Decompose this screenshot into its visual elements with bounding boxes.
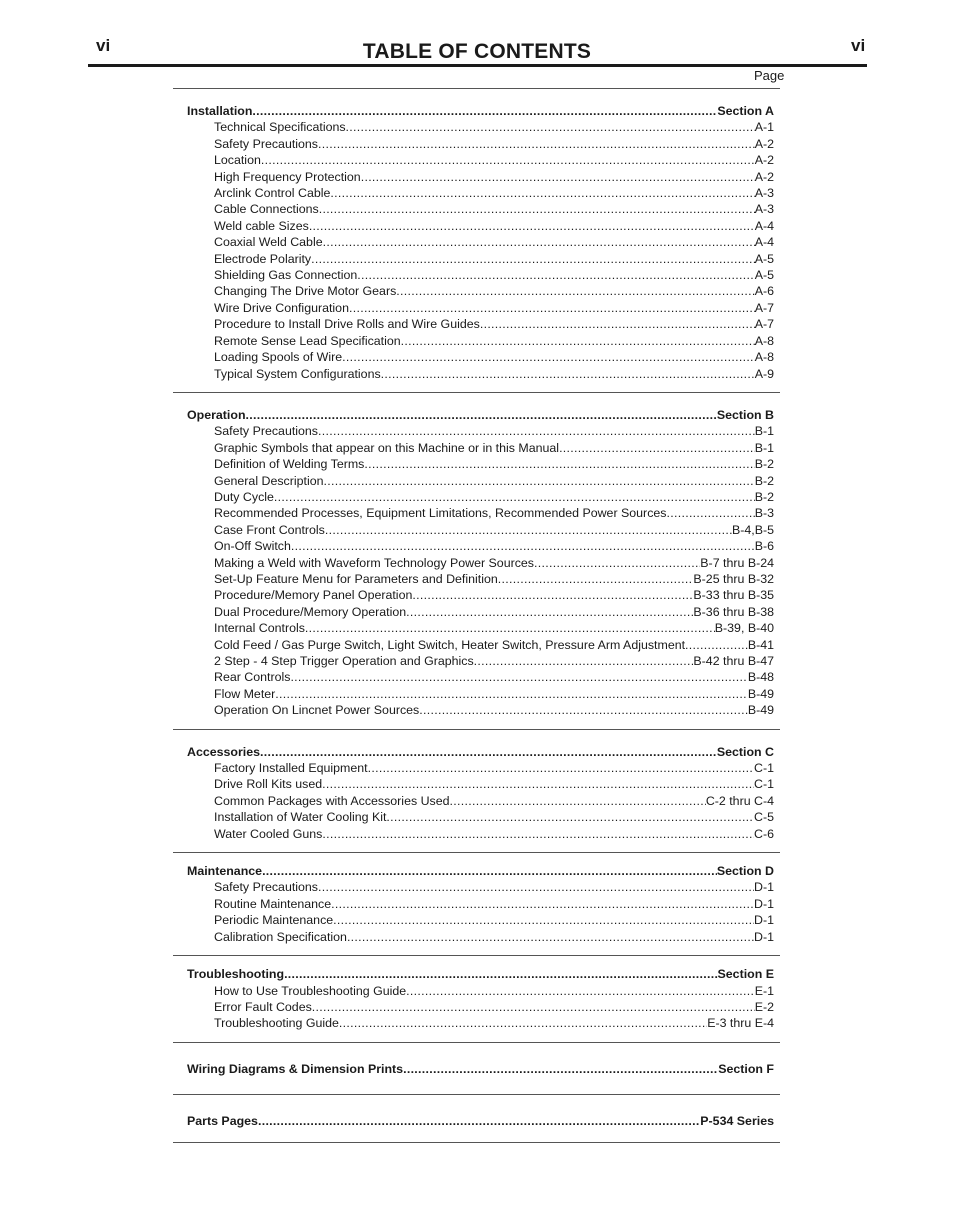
entry-title: Loading Spools of Wire	[214, 350, 343, 365]
entry-title: How to Use Troubleshooting Guide	[214, 983, 407, 998]
dot-leader	[284, 966, 717, 982]
dot-leader	[274, 489, 755, 505]
dot-leader	[246, 407, 717, 423]
dot-leader	[311, 251, 755, 267]
entry-title: Routine Maintenance	[214, 896, 332, 911]
entry-page: B-36 thru B-38	[693, 604, 774, 619]
entry-title: Safety Precautions	[214, 424, 319, 439]
toc-section-heading[interactable]	[173, 103, 780, 119]
entry-page: C-5	[754, 810, 774, 825]
entry-title: Technical Specifications	[214, 120, 346, 135]
dot-leader	[290, 669, 747, 685]
entry-title: Coaxial Weld Cable	[214, 235, 323, 250]
dot-leader	[347, 929, 754, 945]
dot-leader	[305, 620, 715, 636]
entry-page: B-2	[754, 473, 774, 488]
dot-leader	[419, 702, 748, 718]
section-page: Section D	[716, 864, 774, 879]
dot-leader	[331, 896, 754, 912]
entry-title: Safety Precautions	[214, 136, 319, 151]
dot-leader	[685, 637, 748, 653]
entry-page: B-25 thru B-32	[693, 571, 774, 586]
toc-entry[interactable]	[173, 571, 780, 587]
section-page: P-534 Series	[700, 1114, 774, 1129]
entry-page: B-1	[754, 424, 774, 439]
entry-title: Case Front Controls	[214, 522, 325, 537]
entry-title: Recommended Processes, Equipment Limitations, Recommended Power Sources	[214, 506, 667, 521]
dot-leader	[480, 316, 755, 332]
dot-leader	[559, 440, 755, 456]
entry-title: Calibration Specification	[214, 929, 347, 944]
toc-section	[173, 392, 780, 729]
entry-page: A-5	[754, 251, 774, 266]
toc-section	[173, 1042, 780, 1094]
toc-entry[interactable]	[173, 201, 780, 217]
entry-page: B-6	[754, 539, 774, 554]
entry-title: Procedure to Install Drive Rolls and Wire Guides	[214, 317, 480, 332]
dot-leader	[324, 473, 755, 489]
entry-title: High Frequency Protection	[214, 169, 361, 184]
entry-page: B-41	[747, 637, 774, 652]
toc-entry[interactable]	[173, 669, 780, 685]
entry-title: Safety Precautions	[214, 880, 319, 895]
entry-page: C-6	[754, 826, 774, 841]
dot-leader	[260, 744, 717, 760]
dot-leader	[323, 234, 755, 250]
toc-entry[interactable]	[173, 538, 780, 554]
dot-leader	[406, 604, 693, 620]
dot-leader	[309, 218, 755, 234]
section-title: Installation	[187, 104, 253, 118]
entry-title: Weld cable Sizes	[214, 218, 309, 233]
entry-page: A-2	[754, 136, 774, 151]
toc-section-heading[interactable]	[173, 1061, 780, 1077]
section-page: Section A	[717, 104, 774, 118]
entry-page: A-3	[754, 202, 774, 217]
entry-page: B-49	[747, 686, 774, 701]
toc-entry[interactable]	[173, 489, 780, 505]
dot-leader	[261, 152, 755, 168]
entry-page: A-8	[754, 350, 774, 365]
entry-page: D-1	[754, 880, 774, 895]
toc-section	[173, 88, 780, 392]
entry-page: B-49	[747, 703, 774, 718]
toc-entry[interactable]	[173, 637, 780, 653]
dot-leader	[319, 201, 755, 217]
entry-title: Cold Feed / Gas Purge Switch, Light Switch, Heater Switch, Pressure Arm Adjustment	[214, 637, 686, 652]
entry-title: Error Fault Codes	[214, 999, 312, 1014]
toc-entry[interactable]	[173, 555, 780, 571]
entry-page: A-7	[754, 300, 774, 315]
toc-entry[interactable]	[173, 896, 780, 912]
toc-entry[interactable]	[173, 119, 780, 135]
toc-section-heading[interactable]	[173, 966, 780, 982]
section-page: Section F	[718, 1061, 774, 1076]
entry-page: B-1	[754, 440, 774, 455]
entry-title: Cable Connections	[214, 202, 319, 217]
section-page: Section B	[716, 407, 774, 422]
section-title: Maintenance	[187, 864, 263, 879]
dot-leader	[364, 456, 754, 472]
dot-leader	[322, 826, 754, 842]
toc-entry[interactable]	[173, 983, 780, 999]
toc-entry[interactable]	[173, 169, 780, 185]
dot-leader	[401, 333, 755, 349]
toc-section	[173, 955, 780, 1042]
dot-leader	[318, 136, 755, 152]
dot-leader	[498, 571, 694, 587]
toc-entry[interactable]	[173, 423, 780, 439]
dot-leader	[262, 863, 717, 879]
toc-entry[interactable]	[173, 251, 780, 267]
dot-leader	[534, 555, 700, 571]
entry-title: General Description	[214, 473, 324, 488]
entry-title: Procedure/Memory Panel Operation	[214, 588, 413, 603]
toc-entry[interactable]	[173, 366, 780, 382]
entry-page: A-2	[754, 169, 774, 184]
toc-entry[interactable]	[173, 793, 780, 809]
toc-entry[interactable]	[173, 1015, 780, 1031]
entry-title: Operation On Lincnet Power Sources	[214, 703, 420, 718]
entry-page: A-2	[754, 153, 774, 168]
toc-entry[interactable]	[173, 185, 780, 201]
dot-leader	[339, 1015, 707, 1031]
toc-entry[interactable]	[173, 826, 780, 842]
toc-entry[interactable]	[173, 152, 780, 168]
toc-entry[interactable]	[173, 316, 780, 332]
dot-leader	[474, 653, 694, 669]
entry-title: Duty Cycle	[214, 489, 274, 504]
table-of-contents	[173, 88, 780, 1143]
toc-entry[interactable]	[173, 333, 780, 349]
section-title: Accessories	[187, 744, 261, 759]
toc-entry[interactable]	[173, 440, 780, 456]
entry-title: Shielding Gas Connection	[214, 268, 358, 283]
toc-entry[interactable]	[173, 283, 780, 299]
entry-title: Typical System Configurations	[214, 366, 381, 381]
entry-page: B-4,B-5	[731, 522, 774, 537]
dot-leader	[381, 366, 755, 382]
toc-entry[interactable]	[173, 999, 780, 1015]
toc-entry[interactable]	[173, 349, 780, 365]
toc-entry[interactable]	[173, 522, 780, 538]
entry-page: D-1	[754, 913, 774, 928]
page-column-label: Page	[754, 68, 785, 83]
toc-section	[173, 1094, 780, 1142]
entry-title: Changing The Drive Motor Gears	[214, 284, 397, 299]
entry-title: Water Cooled Guns	[214, 826, 323, 841]
entry-title: Internal Controls	[214, 621, 305, 636]
entry-title: Drive Roll Kits used	[214, 777, 323, 792]
section-page: Section C	[716, 744, 774, 759]
section-title: Operation	[187, 407, 246, 422]
entry-title: Making a Weld with Waveform Technology Power Sources	[214, 555, 535, 570]
dot-leader	[412, 587, 693, 603]
dot-leader	[666, 505, 754, 521]
section-title: Troubleshooting	[187, 967, 285, 982]
dot-leader	[386, 809, 754, 825]
toc-entry[interactable]	[173, 809, 780, 825]
dot-leader	[291, 538, 755, 554]
toc-entry[interactable]	[173, 604, 780, 620]
entry-page: B-42 thru B-47	[693, 654, 774, 668]
toc-entry[interactable]	[173, 218, 780, 234]
entry-title: Troubleshooting Guide	[214, 1016, 339, 1031]
toc-entry[interactable]	[173, 234, 780, 250]
entry-page: C-1	[754, 761, 774, 776]
toc-entry[interactable]	[173, 879, 780, 895]
entry-title: Dual Procedure/Memory Operation	[214, 604, 407, 619]
section-title: Parts Pages	[187, 1114, 258, 1129]
toc-entry[interactable]	[173, 267, 780, 283]
entry-title: Factory Installed Equipment	[214, 761, 368, 776]
entry-page: A-3	[754, 186, 774, 201]
dot-leader	[322, 776, 754, 792]
entry-page: A-9	[754, 366, 774, 381]
toc-entry[interactable]	[173, 136, 780, 152]
entry-title: Definition of Welding Terms	[214, 457, 365, 472]
dot-leader	[275, 686, 748, 702]
entry-page: A-5	[754, 268, 774, 283]
toc-entry[interactable]	[173, 929, 780, 945]
dot-leader	[403, 1061, 718, 1077]
dot-leader	[342, 349, 755, 365]
page-title: TABLE OF CONTENTS	[362, 40, 592, 63]
dot-leader	[368, 760, 754, 776]
entry-title: 2 Step - 4 Step Trigger Operation and Graphics	[214, 654, 474, 668]
toc-entry[interactable]	[173, 505, 780, 521]
toc-entry[interactable]	[173, 702, 780, 718]
toc-section	[173, 852, 780, 955]
entry-page: A-8	[754, 333, 774, 348]
entry-title: Remote Sense Lead Specification	[214, 333, 401, 348]
dot-leader	[318, 423, 755, 439]
entry-page: C-1	[754, 777, 774, 792]
toc-entry[interactable]	[173, 587, 780, 603]
toc-entry[interactable]	[173, 456, 780, 472]
entry-page: D-1	[754, 896, 774, 911]
entry-page: B-2	[754, 489, 774, 504]
toc-entry[interactable]	[173, 620, 780, 636]
dot-leader	[258, 1113, 700, 1129]
entry-page: B-2	[754, 457, 774, 472]
entry-title: Set-Up Feature Menu for Parameters and Definition	[214, 571, 498, 586]
dot-leader	[252, 103, 717, 119]
dot-leader	[312, 999, 755, 1015]
dot-leader	[396, 283, 754, 299]
toc-entry[interactable]	[173, 473, 780, 489]
toc-section-heading[interactable]	[173, 744, 780, 760]
toc-entry[interactable]	[173, 912, 780, 928]
dot-leader	[349, 300, 755, 316]
toc-section-heading[interactable]	[173, 407, 780, 423]
toc-entry[interactable]	[173, 776, 780, 792]
toc-entry[interactable]	[173, 300, 780, 316]
entry-page: E-1	[754, 983, 774, 998]
toc-section-heading[interactable]	[173, 1113, 780, 1129]
entry-page: B-48	[747, 670, 774, 685]
dot-leader	[333, 912, 754, 928]
entry-title: Rear Controls	[214, 670, 291, 685]
entry-title: Common Packages with Accessories Used	[214, 793, 450, 808]
section-title: Wiring Diagrams & Dimension Prints	[187, 1061, 404, 1076]
dot-leader	[346, 119, 755, 135]
entry-page: A-4	[754, 218, 774, 233]
entry-title: Wire Drive Configuration	[214, 300, 349, 315]
dot-leader	[325, 522, 732, 538]
entry-page: B-33 thru B-35	[693, 588, 774, 603]
entry-title: Graphic Symbols that appear on this Machine or in this Manual	[214, 440, 560, 455]
entry-page: A-1	[754, 120, 774, 135]
toc-entry[interactable]	[173, 760, 780, 776]
page-number-right: vi	[851, 36, 866, 55]
page-number-left: vi	[96, 36, 111, 55]
entry-title: Arclink Control Cable	[214, 186, 331, 201]
entry-page: A-7	[754, 317, 774, 332]
toc-section-heading[interactable]	[173, 863, 780, 879]
toc-section	[173, 729, 780, 852]
section-page: Section E	[717, 967, 774, 982]
entry-title: Periodic Maintenance	[214, 913, 334, 928]
entry-page: A-4	[754, 235, 774, 250]
dot-leader	[357, 267, 754, 283]
entry-page: E-2	[754, 999, 774, 1014]
entry-page: B-39, B-40	[714, 621, 774, 636]
entry-page: C-2 thru C-4	[705, 793, 774, 808]
entry-title: Electrode Polarity	[214, 251, 312, 266]
toc-entry[interactable]	[173, 653, 780, 669]
entry-page: D-1	[754, 929, 774, 944]
dot-leader	[406, 983, 755, 999]
entry-title: Flow Meter	[214, 686, 276, 701]
dot-leader	[330, 185, 754, 201]
entry-page: E-3 thru E-4	[707, 1016, 774, 1031]
entry-title: On-Off Switch	[214, 539, 291, 554]
header-rule	[88, 64, 867, 67]
dot-leader	[450, 793, 706, 809]
toc-entry[interactable]	[173, 686, 780, 702]
dot-leader	[361, 169, 755, 185]
entry-title: Installation of Water Cooling Kit	[214, 810, 387, 825]
dot-leader	[318, 879, 754, 895]
entry-title: Location	[214, 153, 261, 168]
entry-page: A-6	[754, 284, 774, 299]
entry-page: B-7 thru B-24	[700, 555, 774, 570]
entry-page: B-3	[754, 506, 774, 521]
